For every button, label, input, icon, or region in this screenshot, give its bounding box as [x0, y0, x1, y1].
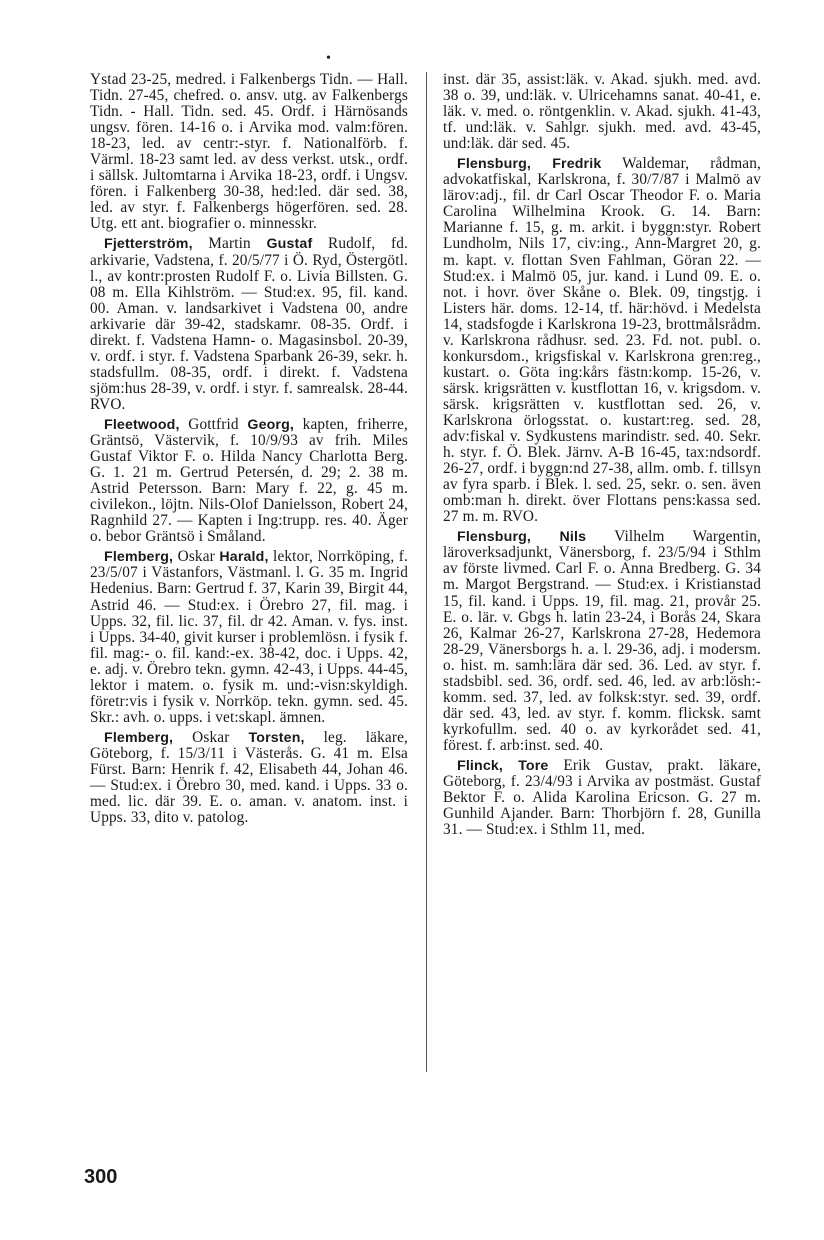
entry-surname: Fleetwood, [104, 416, 180, 433]
entry-text: Waldemar, rådman, advokatfiskal, Karlskrona, f. 30/7/87 i Malmö av lärov:adj., fil. dr Carl Oscar Theodor F. o. Maria Carolina Wilhelmina Krook. G. 14. Barn: Marianne f. 15, g. m. arkit. i byggn:styr. Robert Lundholm, Nils 17, civ:ing., Ann-Margret 20, g. m. kapt. v. flottan Sven Fahlman, Göran 22. — Stud:ex. i Malmö 05, jur. kand. i Lund 09. E. o. not. i hovr. över Skåne o. Blek. 09, tingstjg. i Listers här. doms. 12-14, tf. här:hövd. i Medelsta 14, stadsfogde i Karlskrona 19-23, brottmålsrådm. v. Karlskrona rådhusr. sed. 23. Fd. not. publ. o. konkursdom., krigsfiskal v. Karlskrona gren:reg., kustart. o. Göta ing:kårs fästn:komp. 15-26, v. särsk. krigsrätten v. kustflottan 16, v. krigsdom. v. särsk. krigsrätten v. kustflottan sed. 26, v. Karlskrona örlogsstat. o. kustart:reg. sed. 28, adv:fiskal v. Sydkustens marindistr. sed. 40. Sekr. h. styr. f. Ö. Blek. Järnv. A-B 16-45, tax:ndsordf. 26-27, ordf. i byggn:nd 27-38, allm. omb. f. tillsyn av fyra sparb. i Blek. l. sed. 25, sekr. o. sen. även omb:man h. direkt. över Flottans pens:kassa sed. 27 m. m. RVO. [443, 155, 761, 526]
entry-surname: Flinck, [457, 757, 503, 774]
entry-text: Rudolf, fd. arkivarie, Vadstena, f. 20/5/77 i Ö. Ryd, Östergötl. l., av kontr:prosten Rudolf F. o. Livia Billsten. G. 08 m. Ella Kihlström. — Stud:ex. 95, fil. kand. 00. Aman. v. landsarkivet i Vadstena 00, andre arkivarie där 39-42, stadskamr. 08-35. Ordf. i direkt. f. Vadstena Hamn- o. Magasinsbol. 20-39, v. ordf. i styr. f. Vadstena Sparbank 26-39, sekr. h. stadsfullm. 08-35, ordf. i direkt. f. Vadstena sjöm:hus 28-39, v. ordf. i styr. f. samrealsk. 28-44. RVO. [90, 235, 408, 413]
entry-continued: inst. där 35, assist:läk. v. Akad. sjukh. med. avd. 38 o. 39, und:läk. v. Ulricehamns sanat. 40-41, e. läk. v. med. o. röntgenklin. v. Akad. sjukh. 41-43, tf. und:läk. v. Sahlgr. sjukh. med. avd. 43-45, und:läk. där sed. 45. [443, 71, 761, 153]
entry-given-bold: Fredrik [531, 156, 602, 173]
entry-given-bold: Georg, [247, 416, 295, 433]
entry-given-bold: Torsten, [248, 729, 305, 746]
entry-text: kapten, friherre, Gräntsö, Västervik, f. 10/9/93 av frih. Miles Gustaf Viktor F. o. Hilda Nancy Charlotta Berg. G. 1. 21 m. Gertrud Petersén, d. 29; 2. 38 m. Astrid Petersson. Barn: Mary f. 22, g. 45 m. civilekon., löjtn. Nils-Olof Danielsson, Robert 24, Ragnhild 27. — Kapten i Ing:trupp. res. 40. Äger o. bebor Gräntsö i Småland. [90, 415, 408, 546]
entry-given: Oskar [173, 728, 249, 746]
entry-text: lektor, Norrköping, f. 23/5/07 i Västanfors, Västmanl. l. G. 35 m. Ingrid Hedenius. Barn: Gertrud f. 37, Karin 39, Birgit 44, Astrid 46. — Stud:ex. i Örebro 27, fil. mag. i Upps. 32, fil. lic. 37, fil. dr 42. Aman. v. fys. inst. i Upps. 34-40, givit kurser i problemlösn. i fysik f. fil. mag:- o. fil. kand:-ex. 38-42, doc. i Upps. 42, e. adj. v. Örebro tekn. gymn. 42-43, i Upps. 44-45, lektor i matem. o. fysik m. und:-visn:skyldigh. företr:vis i fysik v. Norrköp. tekn. gymn. sed. 45. Skr.: avh. o. upps. i vet:skapl. ämnen. [90, 548, 409, 726]
left-column [90, 72, 408, 826]
entry-given-bold: Harald, [219, 549, 269, 566]
column-divider [426, 72, 427, 1072]
entry-flensburg-nils [443, 529, 761, 754]
entry-flinck-tore [443, 758, 761, 838]
entry-surname: Fjetterström, [104, 236, 193, 253]
entry-text: leg. läkare, Göteborg, f. 15/3/11 i Västerås. G. 41 m. Elsa Fürst. Barn: Henrik f. 42, Elisabeth 44, Johan 46. — Stud:ex. i Örebro 30, med. kand. i Upps. 33 o. med. lic. där 39. E. o. aman. v. anatom. inst. i Upps. 33, dito v. patolog. [90, 728, 408, 827]
entry-given-bold: Tore [503, 757, 549, 774]
entry-surname: Flensburg, [457, 529, 532, 546]
entry-flemberg-harald [90, 549, 408, 726]
entry-fjetterstrom [90, 236, 408, 413]
entry-text: Erik Gustav, prakt. läkare, Göteborg, f. 23/4/93 i Arvika av postmäst. Gustaf Bektor F. o. Alida Karolina Ericson. G. 27 m. Gunhild Ajander. Barn: Thorbjörn f. 28, Gunilla 31. — Stud:ex. i Sthlm 11, med. [443, 756, 761, 839]
entry-given-bold: Nils [531, 529, 587, 546]
entry-given: Oskar [173, 548, 220, 566]
entry-surname: Flensburg, [457, 156, 532, 173]
entry-surname: Flemberg, [104, 549, 174, 566]
entry-given: Gottfrid [179, 415, 248, 433]
entry-flemberg-torsten [90, 730, 408, 826]
entry-continued: Ystad 23-25, medred. i Falkenbergs Tidn. — Hall. Tidn. 27-45, chefred. o. ansv. utg. av Falkenbergs Tidn. - Hall. Tidn. sed. 45. Ordf. i Härnösands ungsv. fören. 14-16 o. i Arvika mod. valm:fören. 18-23, led. av centr:-styr. f. Nationalförb. f. Värml. 18-23 samt led. av dess verkst. utsk., ordf. i sällsk. Jultomtarna i Arvika 18-23, ordf. i Ungsv. fören. i Falkenberg 30-38, hed:led. där sed. 38, led. av styr. f. Falkenbergs högerfören. sed. 28. Utg. ett ant. biografier o. minnesskr. [90, 71, 408, 233]
entry-surname: Flemberg, [104, 729, 174, 746]
right-column [443, 72, 761, 838]
entry-given-bold: Gustaf [266, 236, 313, 253]
entry-fleetwood [90, 417, 408, 545]
page-number: 300 [84, 1166, 118, 1188]
entry-flensburg-fredrik [443, 156, 761, 525]
top-mark: • [326, 51, 331, 66]
entry-text: Vilhelm Wargentin, läroverksadjunkt, Vänersborg, f. 23/5/94 i Sthlm av förste livmed. Carl F. o. Anna Bredberg. G. 34 m. Margot Bergstrand. — Stud:ex. i Kristianstad 15, fil. kand. i Upps. 19, fil. mag. 21, provår 25. E. o. lär. v. Gbgs h. latin 23-24, i Borås 24, Skara 26, Kalmar 26-27, Karlskrona 27-28, Hedemora 28-29, Vänersborgs h. a. l. 29-36, adj. i modersm. o. hist. m. samh:lära där sed. 36. Led. av styr. f. stadsbibl. sed. 36, ordf. sed. 46, led. av arb:lösh:-komm. sed. 37, led. av folksk:styr. sed. 39, ordf. där sed. 43, led. av styr. f. komm. flicksk. samt kyrkofullm. sed. 40 o. av kyrkorådet sed. 41, förest. f. arb:inst. sed. 40. [443, 528, 761, 754]
entry-given: Martin [192, 235, 267, 253]
